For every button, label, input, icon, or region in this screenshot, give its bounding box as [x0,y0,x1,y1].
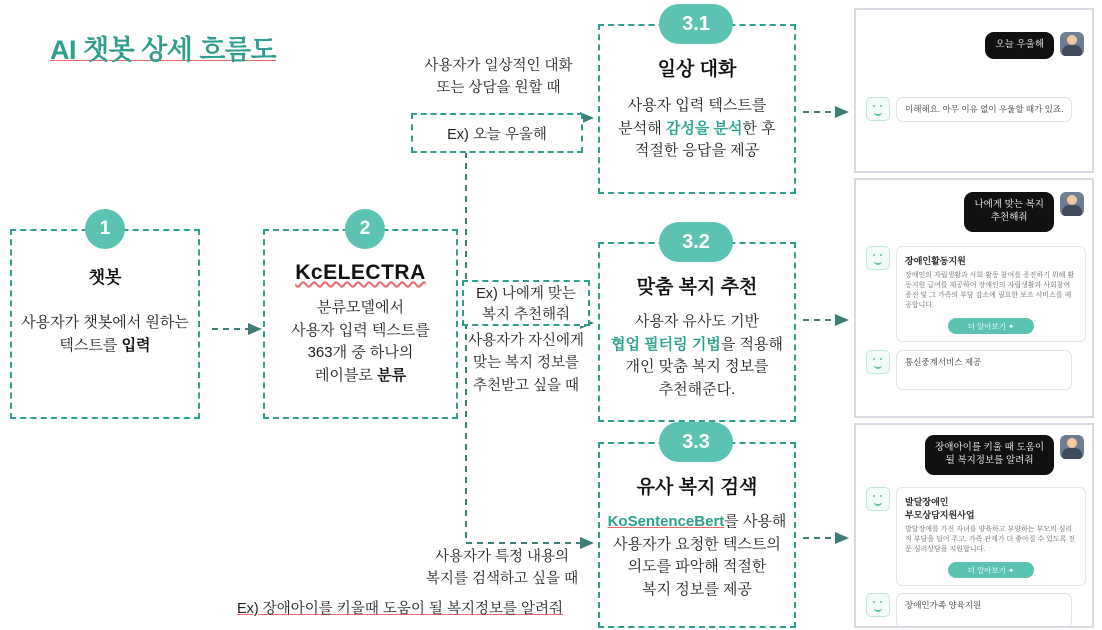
chat-demo-search[interactable] [854,423,1094,628]
node-daily-conversation[interactable] [598,24,796,194]
node-3-2-body: 사용자 유사도 기반 협업 필터링 기법을 적용해 개인 맞춤 복지 정보를 추천해준다. [611,313,783,398]
arrow-3-2-to-demo [803,313,851,327]
node-2-title: KcELECTRA [295,261,426,284]
bot-bubble-2: 통신중계서비스 제공 [896,350,1072,390]
arrow-3-1-to-demo [803,105,851,119]
node-3-2-title: 맞춤 복지 추천 [636,277,758,298]
bot-avatar-icon [866,350,890,374]
node-1-body: 사용자가 챗봇에서 원하는 텍스트를 입력 [21,314,189,354]
chat-demo-daily[interactable] [854,8,1094,173]
chat-user-row [856,425,1092,475]
bot-avatar-icon [866,593,890,617]
bot-avatar-icon [866,97,890,121]
chat-bot-row-2 [856,586,1092,628]
page-title: AI 챗봇 상세 흐름도 [50,35,277,65]
user-bubble: 오늘 우울해 [985,32,1054,59]
learn-more-button[interactable]: 더 알아보기 ✦ [948,318,1034,334]
node-3-1-title: 일상 대화 [657,59,737,80]
avatar [1060,192,1084,216]
node-3-3-title: 유사 복지 검색 [636,477,758,498]
welfare-card[interactable] [896,487,1086,586]
chat-bot-row-2 [856,342,1092,390]
node-2-body: 분류모델에서 사용자 입력 텍스트를 363개 중 하나의 레이블로 분류 [291,299,430,384]
node-similar-welfare-search[interactable] [598,442,796,628]
annotation-daily-chat: 사용자가 일상적인 대화 또는 상담을 원할 때 [424,58,573,97]
node-1-title: 챗봇 [88,268,122,287]
node-3-1-badge: 3.1 [659,4,733,44]
node-kcelectra[interactable] [263,229,458,419]
node-3-1-body: 사용자 입력 텍스트를 분석해 감성을 분석한 후 적절한 응답을 제공 [618,97,776,159]
node-3-2-badge: 3.2 [659,222,733,262]
user-bubble: 장애아이를 키울 때 도움이 될 복지정보를 알려줘 [925,435,1054,475]
welfare-card[interactable] [896,246,1086,343]
example-welfare-search: Ex) 장애아이를 키울때 도움이 될 복지정보를 알려줘 [236,601,564,617]
chat-user-row [856,10,1092,59]
chat-bot-row [856,59,1092,122]
card-title: 발달장애인 부모상담지원사업 [905,496,975,520]
bot-avatar-icon [866,487,890,511]
chat-bot-row [856,475,1092,586]
node-welfare-recommendation[interactable] [598,242,796,422]
node-chatbot[interactable] [10,229,200,419]
arrow-3-3-to-demo [803,531,851,545]
bot-avatar-icon [866,246,890,270]
bot-bubble: 이해해요. 아무 이유 없이 우울할 때가 있죠. [896,97,1072,122]
card-description: 발달장애를 가진 자녀를 양육하고 부양하는 부모의 심리적 부담을 덜어 주고, 가족 관계가 더 좋아질 수 있도록 전문 심리상담을 지원합니다. [905,525,1076,553]
node-3-3-body: KoSentenceBert를 사용해 사용자가 요청한 텍스트의 의도를 파악해 적절한 복지 정보를 제공 [607,513,787,598]
user-bubble: 나에게 맞는 복지 추천해줘 [964,192,1054,232]
node-1-badge: 1 [85,209,125,249]
node-3-3-badge: 3.3 [659,422,733,462]
chat-demo-recommend[interactable] [854,178,1094,418]
learn-more-button[interactable]: 더 알아보기 ✦ [948,562,1034,578]
chat-bot-row [856,232,1092,343]
annotation-welfare-recommend: 사용자가 자신에게 맞는 복지 정보를 추천받고 싶을 때 [467,333,585,394]
node-2-badge: 2 [345,209,385,249]
bot-bubble-2: 장애인가족 양육지원 [896,593,1072,628]
arrow-1-to-2 [212,322,264,336]
card-description: 장애인의 자립생활과 사회 활동 참여를 증진하기 위해 활동지원 급여를 제공하여 장애인의 자립생활과 사회참여 증진 및 그 가족의 부담 감소에 필요한 보조 서비스를 제공합니다. [905,271,1075,310]
card-title: 장애인활동지원 [905,255,966,266]
avatar [1060,435,1084,459]
chat-user-row [856,180,1092,232]
avatar [1060,32,1084,56]
example-daily-chat: Ex) 오늘 우울해 [411,113,583,153]
annotation-welfare-search: 사용자가 특정 내용의 복지를 검색하고 싶을 때 [425,549,579,588]
example-welfare-recommend: Ex) 나에게 맞는 복지 추천해줘 [462,280,590,326]
